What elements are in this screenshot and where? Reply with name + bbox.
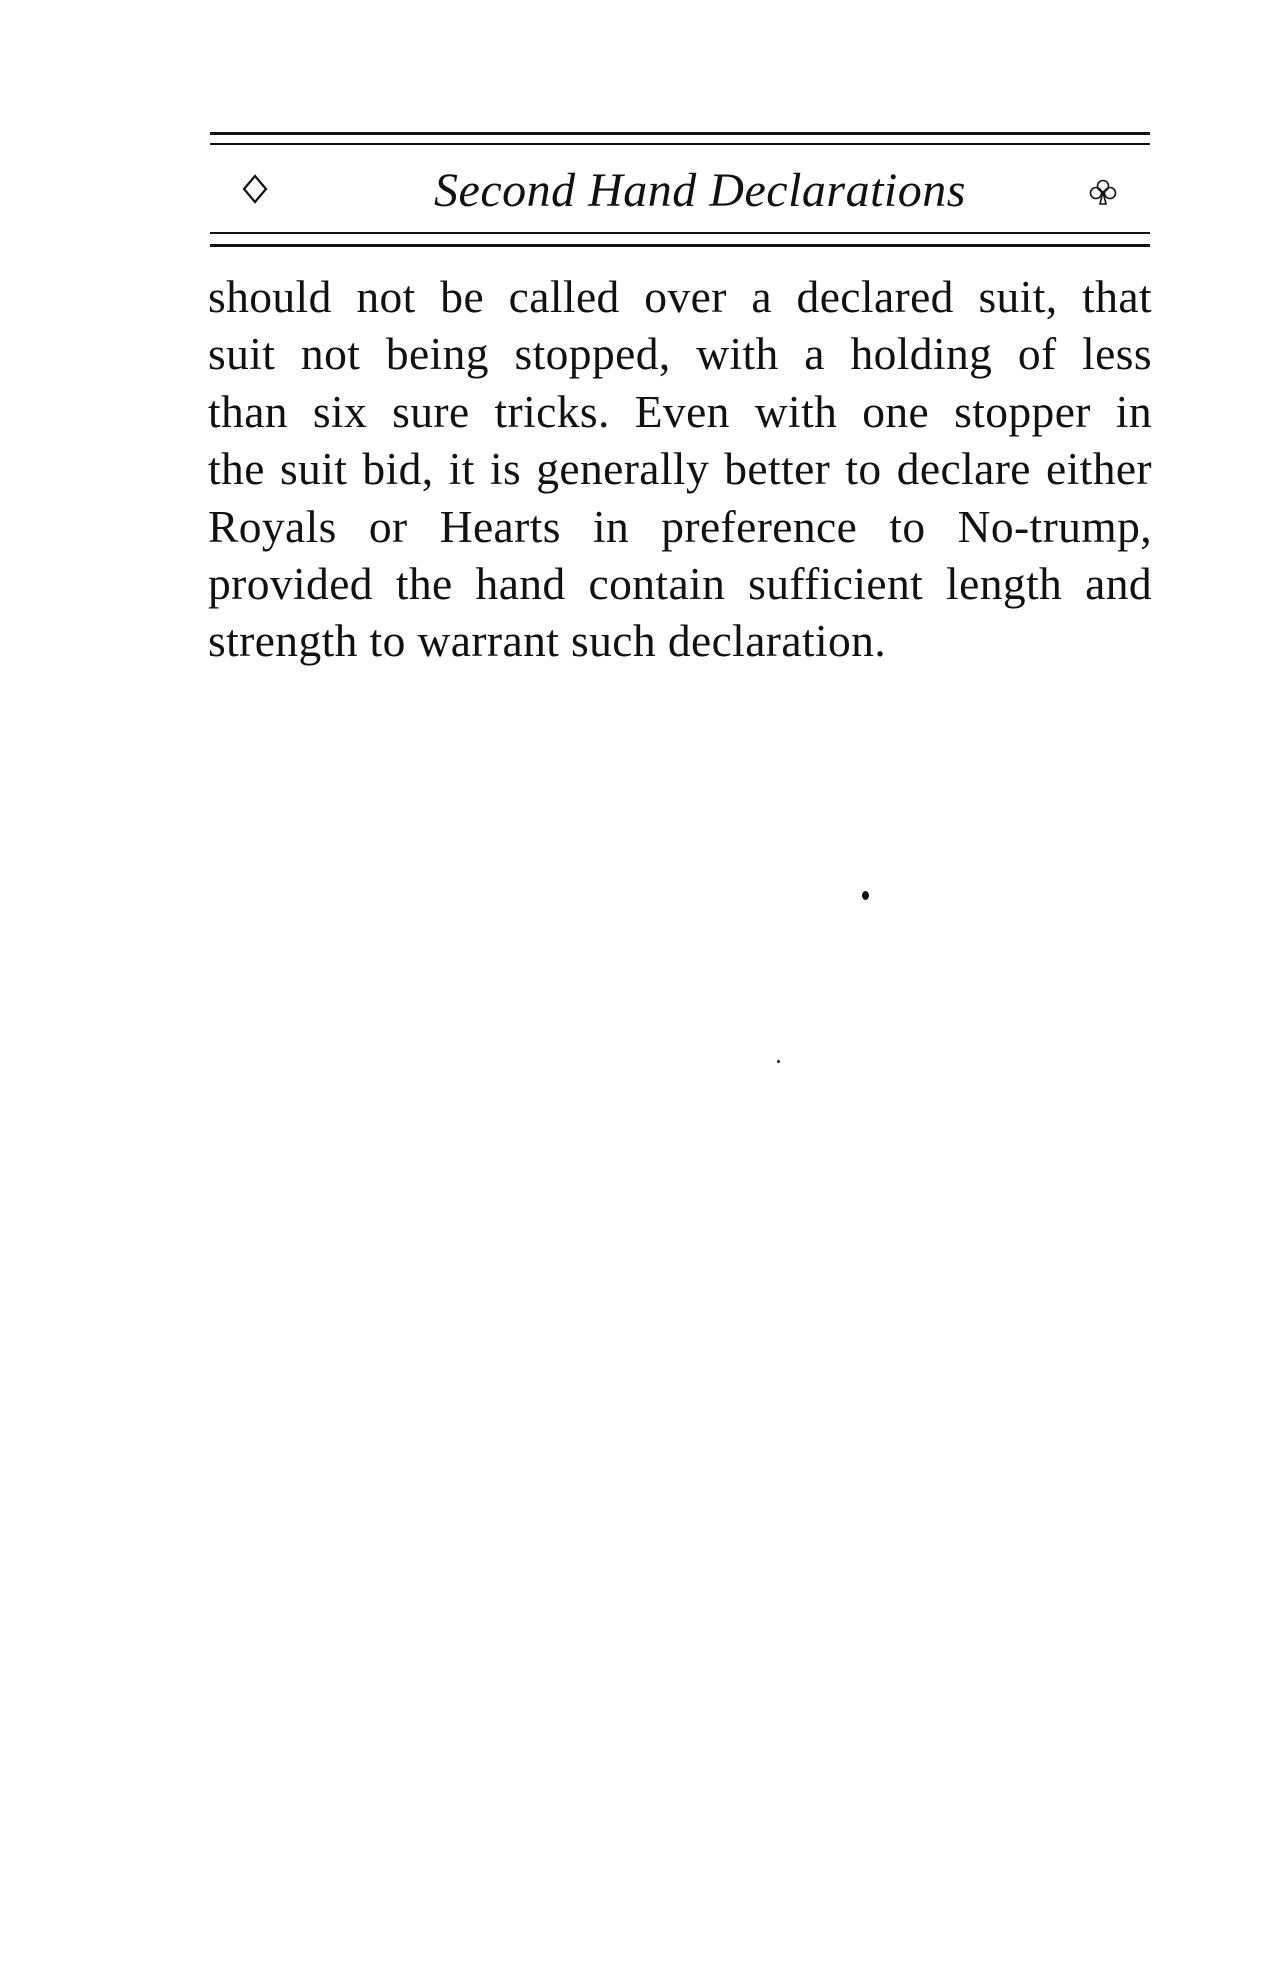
body-paragraph <box>208 268 1152 670</box>
body-line: provided the hand contain sufficient length and <box>208 558 1152 610</box>
ink-speck <box>862 891 869 900</box>
header-rule-bottom-thin <box>210 232 1150 234</box>
club-outline-icon <box>1088 178 1118 206</box>
body-line: suit not being stopped, with a holding of less <box>208 328 1152 380</box>
running-head-title: Second Hand Declarations <box>434 164 966 217</box>
body-line: Royals or Hearts in preference to No-trump, <box>208 500 1152 552</box>
body-line: strength to warrant such declaration. <box>208 615 887 667</box>
header-rule-top-thick <box>210 132 1150 135</box>
header-rule-top-thin <box>210 143 1150 145</box>
running-header <box>210 160 1150 222</box>
ink-speck <box>777 1060 780 1063</box>
body-line: than six sure tricks. Even with one stopper in <box>208 385 1152 437</box>
header-rule-bottom-thick <box>210 244 1150 247</box>
body-line: the suit bid, it is generally better to declare either <box>208 443 1152 495</box>
body-line: should not be called over a declared suit, that <box>208 271 1152 322</box>
